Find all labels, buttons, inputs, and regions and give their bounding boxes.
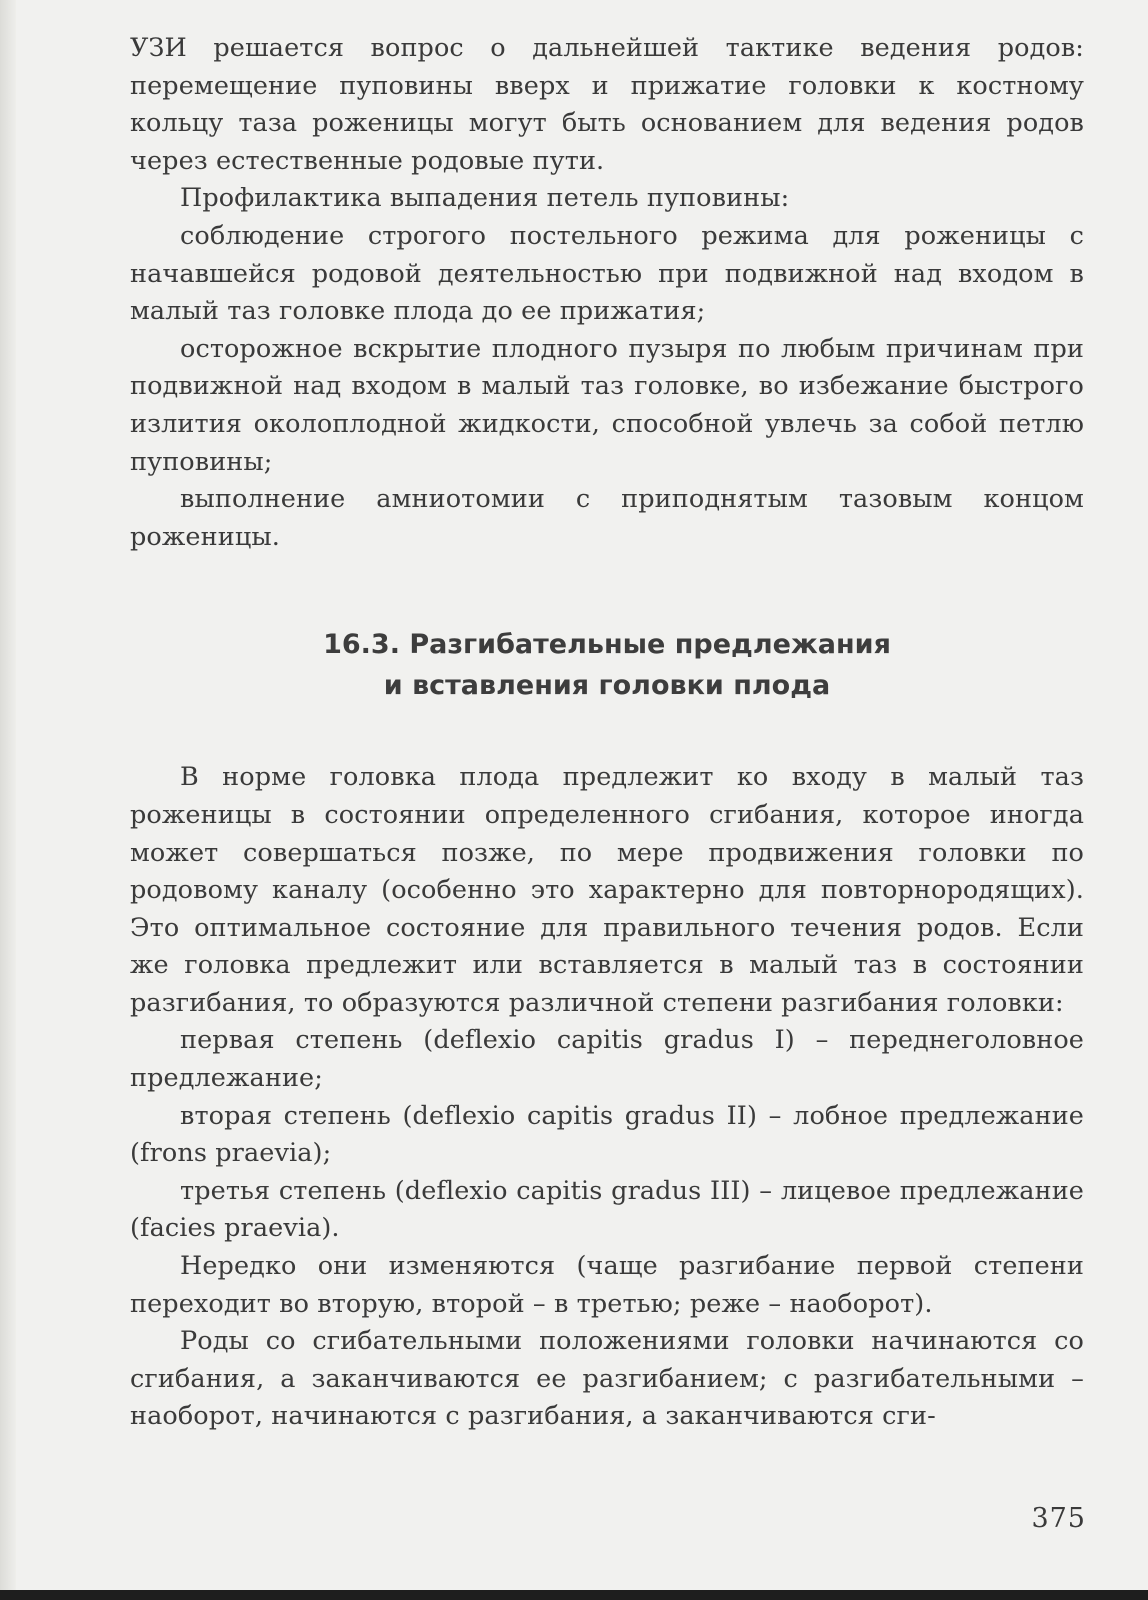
paragraph-norm: В норме головка плода предлежит ко входу в малый таз роженицы в состоянии определенного сгибания, которое иногда может совершаться позже, по мере продвижения головки по родовому каналу (особенно это характерно для повторнородящих). Это оптимальное состояние для правильного течения родов. Если же головка предлежит или вставляется в малый таз в состоянии разгибания, то образуются различной степени разгибания головки:	[130, 762, 1084, 1018]
section-heading-line2: и вставления головки плода	[383, 670, 831, 702]
list-item-third-degree: третья степень (deflexio capitis gradus III) – лицевое предлежание (facies praevia).	[130, 1175, 1084, 1244]
paragraph-changes: Нередко они изменяются (чаще разгибание первой степени переходит во вторую, второй – в третью; реже – наоборот).	[130, 1251, 1084, 1319]
paragraph-uzi: УЗИ решается вопрос о дальнейшей тактике ведения родов: перемещение пуповины вверх и прижатие головки к костному кольцу таза роженицы могут быть основанием для ведения родов через естественные родовые пути.	[130, 33, 1084, 176]
list-item-bed-rest: соблюдение строгого постельного режима для роженицы с начавшейся родовой деятельностью при подвижной над входом в малый таз головке плода до ее прижатия;	[130, 220, 1084, 327]
section-heading	[130, 624, 1084, 706]
page-number: 375	[1031, 1503, 1086, 1534]
list-item-first-degree: первая степень (deflexio capitis gradus I) – переднеголовное предлежание;	[130, 1025, 1084, 1094]
section-heading-line1: 16.3. Разгибательные предлежания	[323, 629, 891, 661]
book-page	[130, 30, 1084, 1436]
paragraph-births: Роды со сгибательными положениями головки начинаются со сгибания, а заканчиваются ее разгибанием; с разгибательными – наоборот, начинаются с разгибания, а заканчиваются сги-	[130, 1326, 1084, 1432]
scan-edge	[0, 1590, 1148, 1600]
list-item-second-degree: вторая степень (deflexio capitis gradus II) – лобное предлежание (frons praevia);	[130, 1100, 1084, 1169]
paragraph-prevention-title: Профилактика выпадения петель пуповины:	[180, 183, 790, 214]
list-item-amniotomy: выполнение амниотомии с приподнятым тазовым концом роженицы.	[130, 484, 1084, 552]
list-item-careful-opening: осторожное вскрытие плодного пузыря по любым причинам при подвижной над входом в малый таз головке, во избежание быстрого излития околоплодной жидкости, способной увлечь за собой петлю пуповины;	[130, 333, 1084, 477]
binding-gutter	[0, 0, 16, 1600]
